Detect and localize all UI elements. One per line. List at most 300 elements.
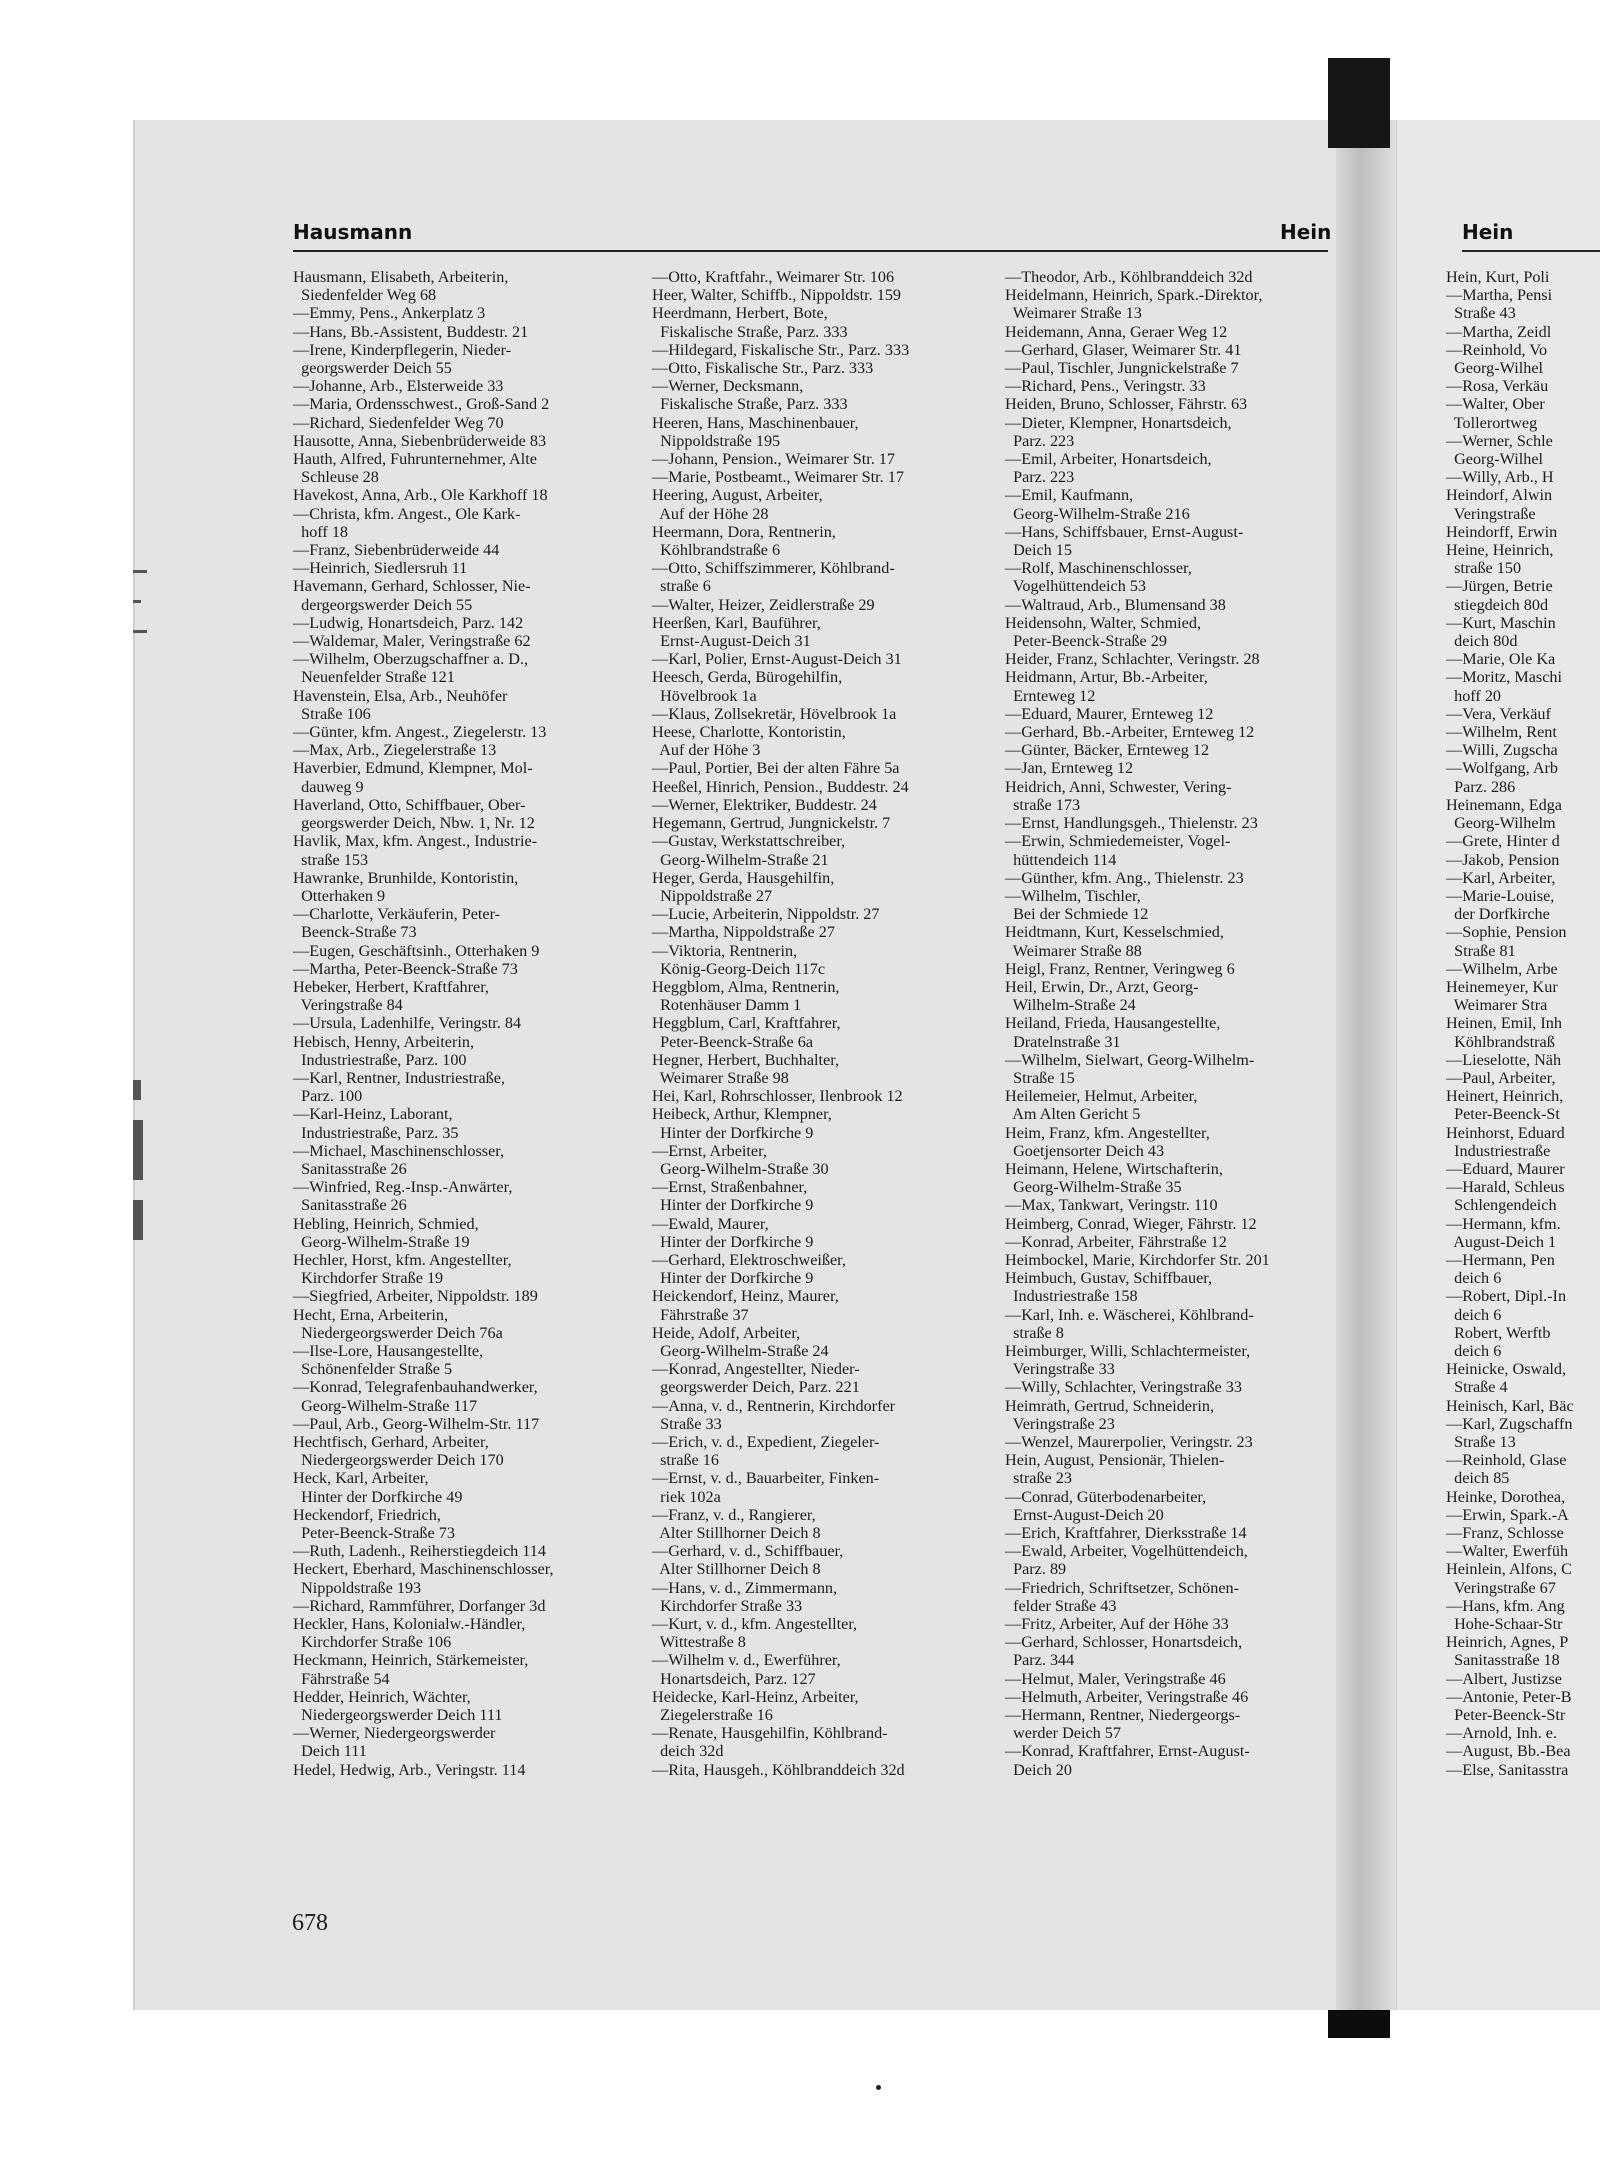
directory-entry-line: —Viktoria, Rentnerin, xyxy=(652,941,798,960)
directory-entry-line: Hechler, Horst, kfm. Angestellter, xyxy=(293,1250,512,1269)
directory-entry-line: —Theodor, Arb., Köhlbranddeich 32d xyxy=(1005,268,1253,286)
directory-entry-line: —Fritz, Arbeiter, Auf der Höhe 33 xyxy=(1005,1615,1229,1634)
directory-entry-line: —Marie-Louise, xyxy=(1446,886,1555,905)
directory-entry-line: —Wilhelm, Rent xyxy=(1446,723,1557,742)
directory-entry-line: —Moritz, Maschi xyxy=(1446,668,1562,687)
directory-entry-line: Fährstraße 37 xyxy=(652,1305,749,1324)
directory-entry-line: —Karl, Inh. e. Wäscherei, Köhlbrand- xyxy=(1005,1305,1254,1324)
directory-entry-line: Sanitasstraße 18 xyxy=(1446,1651,1560,1670)
directory-entry-line: —Karl, Polier, Ernst-August-Deich 31 xyxy=(652,650,902,669)
directory-entry-line: Georg-Wilhelm-Straße 24 xyxy=(652,1341,829,1360)
directory-entry-line: Industriestraße, Parz. 35 xyxy=(293,1123,459,1142)
directory-entry-line: Georg-Wilhelm-Straße 19 xyxy=(293,1232,470,1251)
directory-entry-line: Heidelmann, Heinrich, Spark.-Direktor, xyxy=(1005,286,1263,305)
directory-entry-line: Deich 111 xyxy=(293,1742,367,1761)
directory-entry-line: —Franz, v. d., Rangierer, xyxy=(652,1505,816,1524)
directory-entry-line: Parz. 344 xyxy=(1005,1651,1075,1670)
directory-entry-line: Hei, Karl, Rohrschlosser, Ilenbrook 12 xyxy=(652,1087,903,1106)
directory-entry-line: Hedder, Heinrich, Wächter, xyxy=(293,1687,471,1706)
directory-entry-line: Ernst-August-Deich 20 xyxy=(1005,1505,1164,1524)
directory-entry-line: —Reinhold, Vo xyxy=(1446,340,1548,359)
directory-entry-line: —Heinrich, Siedlersruh 11 xyxy=(293,559,468,578)
directory-entry-line: Hawranke, Brunhilde, Kontoristin, xyxy=(293,868,519,887)
directory-entry-line: straße 8 xyxy=(1005,1323,1064,1342)
directory-entry-line: Weimarer Straße 88 xyxy=(1005,941,1142,960)
directory-entry-line: —Waltraud, Arb., Blumensand 38 xyxy=(1005,595,1226,614)
directory-entry-line: Heggblom, Alma, Rentnerin, xyxy=(652,977,840,996)
binding-marks xyxy=(133,560,155,1360)
directory-entry-line: Heesch, Gerda, Bürogehilfin, xyxy=(652,668,843,687)
directory-entry-line: deich 6 xyxy=(1446,1269,1502,1288)
directory-entry-line: Neuenfelder Straße 121 xyxy=(293,668,455,687)
directory-entry-line: Deich 20 xyxy=(1005,1760,1072,1779)
directory-entry-line: Heeren, Hans, Maschinenbauer, xyxy=(652,413,859,432)
header-next-page: Hein xyxy=(1462,220,1514,244)
directory-entry-line: —Hermann, Pen xyxy=(1446,1250,1555,1269)
directory-entry-line: straße 153 xyxy=(293,850,369,869)
directory-entry-line: Heibeck, Arthur, Klempner, xyxy=(652,1105,832,1124)
directory-entry-line: Schlengendeich xyxy=(1446,1196,1557,1215)
directory-entry-line: straße 150 xyxy=(1446,559,1522,578)
directory-entry-line: —Willy, Schlachter, Veringstraße 33 xyxy=(1005,1378,1242,1397)
directory-entry-line: Heimbuch, Gustav, Schiffbauer, xyxy=(1005,1269,1213,1288)
directory-entry-line: georgswerder Deich, Parz. 221 xyxy=(652,1378,860,1397)
directory-entry-line: Wilhelm-Straße 24 xyxy=(1005,996,1136,1015)
directory-entry-line: —Walter, Heizer, Zeidlerstraße 29 xyxy=(652,595,875,614)
directory-entry-line: Heinke, Dorothea, xyxy=(1446,1487,1566,1506)
directory-entry-line: —Hans, Schiffsbauer, Ernst-August- xyxy=(1005,522,1244,541)
directory-entry-line: Heimrath, Gertrud, Schneiderin, xyxy=(1005,1396,1215,1415)
directory-entry-line: Parz. 100 xyxy=(293,1087,363,1106)
directory-entry-line: Hinter der Dorfkirche 9 xyxy=(652,1123,814,1142)
directory-entry-line: straße 16 xyxy=(652,1451,719,1470)
directory-entry-line: Alter Stillhorner Deich 8 xyxy=(652,1560,821,1579)
directory-entry-line: Niedergeorgswerder Deich 170 xyxy=(293,1451,504,1470)
directory-entry-line: —Marie, Ole Ka xyxy=(1446,650,1556,669)
directory-entry-line: —Lucie, Arbeiterin, Nippoldstr. 27 xyxy=(652,905,880,924)
directory-entry-line: —Winfried, Reg.-Insp.-Anwärter, xyxy=(293,1178,513,1197)
directory-entry-line: Heidrich, Anni, Schwester, Vering- xyxy=(1005,777,1232,796)
directory-entry-line: Heckler, Hans, Kolonialw.-Händler, xyxy=(293,1615,526,1634)
directory-entry-line: Hausotte, Anna, Siebenbrüderweide 83 xyxy=(293,431,547,450)
directory-entry-line: —Karl, Rentner, Industriestraße, xyxy=(293,1068,505,1087)
column-next-page xyxy=(1446,268,1574,1779)
directory-entry-line: Straße 13 xyxy=(1446,1433,1516,1451)
directory-entry-line: Parz. 223 xyxy=(1005,431,1075,450)
directory-entry-line: Straße 43 xyxy=(1446,304,1516,323)
directory-entry-line: —Erwin, Schmiedemeister, Vogel- xyxy=(1005,832,1231,851)
directory-entry-line: Hechtfisch, Gerhard, Arbeiter, xyxy=(293,1433,489,1451)
directory-entry-line: Dratelnstraße 31 xyxy=(1005,1032,1121,1051)
directory-entry-line: Köhlbrandstraß xyxy=(1446,1032,1555,1051)
directory-entry-line: —Albert, Justizse xyxy=(1446,1669,1562,1688)
directory-entry-line: Niedergeorgswerder Deich 76a xyxy=(293,1323,503,1342)
header-rule-next xyxy=(1462,250,1600,252)
directory-entry-line: Nippoldstraße 195 xyxy=(652,431,781,450)
header-left: Hausmann xyxy=(293,220,413,244)
directory-entry-line: —Otto, Kraftfahr., Weimarer Str. 106 xyxy=(652,268,895,286)
directory-entry-line: —Hermann, Rentner, Niedergeorgs- xyxy=(1005,1706,1241,1725)
directory-entry-line: Hegemann, Gertrud, Jungnickelstr. 7 xyxy=(652,814,891,833)
directory-entry-line: Am Alten Gericht 5 xyxy=(1005,1105,1141,1124)
directory-entry-line: riek 102a xyxy=(652,1487,721,1506)
directory-entry-line: Heil, Erwin, Dr., Arzt, Georg- xyxy=(1005,977,1199,996)
directory-entry-line: Heimann, Helene, Wirtschafterin, xyxy=(1005,1159,1223,1178)
directory-entry-line: Heim, Franz, kfm. Angestellter, xyxy=(1005,1123,1210,1142)
directory-entry-line: Heerdmann, Herbert, Bote, xyxy=(652,304,828,323)
directory-entry-line: deich 85 xyxy=(1446,1469,1510,1488)
directory-entry-line: straße 6 xyxy=(652,577,711,596)
directory-entry-line: —Martha, Nippoldstraße 27 xyxy=(652,923,835,942)
directory-entry-line: —Gerhard, Schlosser, Honartsdeich, xyxy=(1005,1633,1243,1652)
directory-entry-line: dergeorgswerder Deich 55 xyxy=(293,595,473,614)
directory-entry-line: deich 6 xyxy=(1446,1305,1502,1324)
directory-entry-line: —Emil, Kaufmann, xyxy=(1005,486,1134,505)
directory-entry-line: Heimbockel, Marie, Kirchdorfer Str. 201 xyxy=(1005,1250,1270,1269)
directory-entry-line: Hausmann, Elisabeth, Arbeiterin, xyxy=(293,268,509,286)
directory-entry-line: Heide, Adolf, Arbeiter, xyxy=(652,1323,801,1342)
directory-entry-line: —Otto, Fiskalische Str., Parz. 333 xyxy=(652,359,874,378)
directory-entry-line: —Rosa, Verkäu xyxy=(1446,377,1549,396)
directory-entry-line: Industriestraße 158 xyxy=(1005,1287,1138,1306)
directory-entry-line: —Gerhard, Glaser, Weimarer Str. 41 xyxy=(1005,340,1242,359)
directory-entry-line: —Conrad, Güterbodenarbeiter, xyxy=(1005,1487,1207,1506)
directory-entry-line: Heerßen, Karl, Bauführer, xyxy=(652,613,821,632)
directory-entry-line: —Marie, Postbeamt., Weimarer Str. 17 xyxy=(652,468,904,487)
directory-entry-line: Veringstraße 67 xyxy=(1446,1578,1556,1597)
header-rule xyxy=(293,250,1328,252)
directory-entry-line: Auf der Höhe 3 xyxy=(652,741,761,760)
directory-entry-line: —Ernst, Straßenbahner, xyxy=(652,1178,808,1197)
directory-entry-line: Ernst-August-Deich 31 xyxy=(652,632,811,651)
directory-entry-line: —Jakob, Pension xyxy=(1446,850,1560,869)
directory-entry-line: Heindorff, Erwin xyxy=(1446,522,1558,541)
directory-entry-line: —Franz, Schlosse xyxy=(1446,1524,1564,1543)
directory-entry-line: —Michael, Maschinenschlosser, xyxy=(293,1141,505,1160)
directory-entry-line: —Anna, v. d., Rentnerin, Kirchdorfer xyxy=(652,1396,896,1415)
directory-entry-line: Heindorf, Alwin xyxy=(1446,486,1553,505)
directory-entry-line: —Gerhard, Elektroschweißer, xyxy=(652,1250,846,1269)
directory-entry-line: Nippoldstraße 193 xyxy=(293,1578,422,1597)
page-gutter xyxy=(1336,120,1396,2010)
directory-entry-line: Weimarer Straße 98 xyxy=(652,1068,789,1087)
directory-entry-line: Heckert, Eberhard, Maschinenschlosser, xyxy=(293,1560,554,1579)
directory-entry-line: Georg-Wilhelm-Straße 117 xyxy=(293,1396,478,1415)
directory-entry-line: —Friedrich, Schriftsetzer, Schönen- xyxy=(1005,1578,1239,1597)
directory-entry-line: hüttendeich 114 xyxy=(1005,850,1117,869)
directory-entry-line: Sanitasstraße 26 xyxy=(293,1196,407,1215)
directory-entry-line: —Günter, Bäcker, Ernteweg 12 xyxy=(1005,741,1210,760)
directory-entry-line: —Erich, Kraftfahrer, Dierksstraße 14 xyxy=(1005,1524,1247,1543)
directory-entry-line: König-Georg-Deich 117c xyxy=(652,959,826,978)
directory-entry-line: Haverbier, Edmund, Klempner, Mol- xyxy=(293,759,533,778)
directory-entry-line: —Konrad, Kraftfahrer, Ernst-August- xyxy=(1005,1742,1250,1761)
directory-entry-line: Beenck-Straße 73 xyxy=(293,923,417,942)
directory-entry-line: —Karl, Zugschaffn xyxy=(1446,1414,1573,1433)
directory-entry-line: Heidensohn, Walter, Schmied, xyxy=(1005,613,1202,632)
directory-entry-line: Haverland, Otto, Schiffbauer, Ober- xyxy=(293,795,526,814)
directory-entry-line: —Erich, v. d., Expedient, Ziegeler- xyxy=(652,1433,880,1451)
directory-entry-line: Kirchdorfer Straße 33 xyxy=(652,1596,803,1615)
directory-entry-line: Heiland, Frieda, Hausangestellte, xyxy=(1005,1014,1221,1033)
directory-entry-line: —Hans, v. d., Zimmermann, xyxy=(652,1578,838,1597)
directory-entry-line: —Harald, Schleus xyxy=(1446,1178,1565,1197)
directory-entry-line: Rotenhäuser Damm 1 xyxy=(652,996,802,1015)
directory-entry-line: Straße 4 xyxy=(1446,1378,1508,1397)
directory-entry-line: Heger, Gerda, Hausgehilfin, xyxy=(652,868,835,887)
directory-entry-line: Vogelhüttendeich 53 xyxy=(1005,577,1147,596)
directory-entry-line: deich 6 xyxy=(1446,1341,1502,1360)
directory-entry-line: Heck, Karl, Arbeiter, xyxy=(293,1469,429,1488)
page-number: 678 xyxy=(292,1910,328,1936)
directory-entry-line: Heinlein, Alfons, C xyxy=(1446,1560,1572,1579)
directory-entry-line: Fährstraße 54 xyxy=(293,1669,390,1688)
directory-entry-line: —Arnold, Inh. e. xyxy=(1446,1724,1558,1743)
directory-entry-line: —Robert, Dipl.-In xyxy=(1446,1287,1567,1306)
directory-entry-line: Heidecke, Karl-Heinz, Arbeiter, xyxy=(652,1687,859,1706)
directory-entry-line: —Martha, Zeidl xyxy=(1446,322,1552,341)
directory-entry-line: —Paul, Tischler, Jungnickelstraße 7 xyxy=(1005,359,1239,378)
directory-entry-line: Georg-Wilhelm-Straße 21 xyxy=(652,850,829,869)
directory-entry-line: Hebling, Heinrich, Schmied, xyxy=(293,1214,479,1233)
directory-entry-line: —Helmuth, Arbeiter, Veringstraße 46 xyxy=(1005,1687,1249,1706)
directory-entry-line: deich 80d xyxy=(1446,632,1518,651)
directory-entry-line: werder Deich 57 xyxy=(1005,1724,1121,1743)
directory-entry-line: stiegdeich 80d xyxy=(1446,595,1549,614)
column-2 xyxy=(652,268,909,1779)
directory-entry-line: —Emil, Arbeiter, Honartsdeich, xyxy=(1005,450,1212,469)
directory-entry-line: —Walter, Ober xyxy=(1446,395,1545,414)
directory-entry-line: —Otto, Schiffszimmerer, Köhlbrand- xyxy=(652,559,895,578)
directory-entry-line: Schleuse 28 xyxy=(293,468,379,487)
directory-entry-line: —Richard, Rammführer, Dorfanger 3d xyxy=(293,1596,546,1615)
directory-entry-line: —Ludwig, Honartsdeich, Parz. 142 xyxy=(293,613,524,632)
column-3 xyxy=(1005,268,1270,1779)
directory-entry-line: —Irene, Kinderpflegerin, Nieder- xyxy=(293,340,512,359)
directory-entry-line: August-Deich 1 xyxy=(1446,1232,1557,1251)
directory-entry-line: Heine, Heinrich, xyxy=(1446,541,1554,560)
directory-entry-line: Heermann, Dora, Rentnerin, xyxy=(652,522,836,541)
directory-entry-line: Ernteweg 12 xyxy=(1005,686,1096,705)
directory-entry-line: —Ruth, Ladenh., Reiherstiegdeich 114 xyxy=(293,1542,546,1561)
directory-entry-line: —Waldemar, Maler, Veringstraße 62 xyxy=(293,632,531,651)
directory-entry-line: Hinter der Dorfkirche 9 xyxy=(652,1269,814,1288)
directory-entry-line: Industriestraße xyxy=(1446,1141,1551,1160)
directory-entry-line: Hein, Kurt, Poli xyxy=(1446,268,1550,286)
directory-entry-line: Heinrich, Agnes, P xyxy=(1446,1633,1569,1652)
directory-entry-line: —Ernst, Arbeiter, xyxy=(652,1141,767,1160)
directory-entry-line: —Vera, Verkäuf xyxy=(1446,704,1551,723)
header-right: Hein xyxy=(1280,220,1332,244)
directory-entry-line: —Willy, Arb., H xyxy=(1446,468,1554,487)
directory-entry-line: straße 173 xyxy=(1005,795,1081,814)
directory-entry-line: Heidemann, Anna, Geraer Weg 12 xyxy=(1005,322,1228,341)
directory-entry-line: Fiskalische Straße, Parz. 333 xyxy=(652,395,848,414)
directory-entry-line: —Ernst, v. d., Bauarbeiter, Finken- xyxy=(652,1469,880,1488)
directory-entry-line: Auf der Höhe 28 xyxy=(652,504,769,523)
directory-entry-line: —Renate, Hausgehilfin, Köhlbrand- xyxy=(652,1724,888,1743)
directory-entry-line: —Erwin, Spark.-A xyxy=(1446,1505,1569,1524)
directory-entry-line: Havemann, Gerhard, Schlosser, Nie- xyxy=(293,577,531,596)
directory-entry-line: Alter Stillhorner Deich 8 xyxy=(652,1524,821,1543)
directory-entry-line: —Wenzel, Maurerpolier, Veringstr. 23 xyxy=(1005,1433,1253,1451)
directory-entry-line: —Karl, Arbeiter, xyxy=(1446,868,1556,887)
directory-entry-line: Veringstraße xyxy=(1446,504,1536,523)
directory-entry-line: Heckendorf, Friedrich, xyxy=(293,1505,441,1524)
directory-entry-line: —Max, Arb., Ziegelerstraße 13 xyxy=(293,741,497,760)
directory-entry-line: Fiskalische Straße, Parz. 333 xyxy=(652,322,848,341)
directory-entry-line: —Johann, Pension., Weimarer Str. 17 xyxy=(652,450,895,469)
directory-entry-line: Goetjensorter Deich 43 xyxy=(1005,1141,1165,1160)
directory-entry-line: Heinemann, Edga xyxy=(1446,795,1562,814)
directory-entry-line: —Klaus, Zollsekretär, Hövelbrook 1a xyxy=(652,704,897,723)
directory-entry-line: —Eduard, Maurer, Ernteweg 12 xyxy=(1005,704,1214,723)
directory-entry-line: Peter-Beenck-Str xyxy=(1446,1706,1566,1725)
directory-entry-line: georgswerder Deich 55 xyxy=(293,359,452,378)
directory-entry-line: —Hermann, kfm. xyxy=(1446,1214,1561,1233)
directory-entry-line: —Richard, Siedenfelder Weg 70 xyxy=(293,413,504,432)
directory-entry-line: —Max, Tankwart, Veringstr. 110 xyxy=(1005,1196,1218,1215)
directory-entry-line: —Maria, Ordensschwest., Groß-Sand 2 xyxy=(293,395,550,414)
directory-entry-line: Straße 33 xyxy=(652,1414,722,1433)
directory-entry-line: —Ilse-Lore, Hausangestellte, xyxy=(293,1341,484,1360)
directory-entry-line: Wittestraße 8 xyxy=(652,1633,746,1652)
directory-entry-line: Nippoldstraße 27 xyxy=(652,886,773,905)
directory-entry-line: Hinter der Dorfkirche 49 xyxy=(293,1487,463,1506)
directory-entry-line: Köhlbrandstraße 6 xyxy=(652,541,781,560)
directory-entry-line: Weimarer Stra xyxy=(1446,996,1548,1015)
directory-entry-line: Hövelbrook 1a xyxy=(652,686,757,705)
directory-entry-line: —Ewald, Arbeiter, Vogelhüttendeich, xyxy=(1005,1542,1248,1561)
directory-entry-line: Hebeker, Herbert, Kraftfahrer, xyxy=(293,977,489,996)
directory-entry-line: —Johanne, Arb., Elsterweide 33 xyxy=(293,377,504,396)
directory-entry-line: —Reinhold, Glase xyxy=(1446,1451,1567,1470)
directory-entry-line: —Charlotte, Verkäuferin, Peter- xyxy=(293,905,501,924)
directory-entry-line: Straße 15 xyxy=(1005,1068,1075,1087)
directory-entry-line: Heeßel, Hinrich, Pension., Buddestr. 24 xyxy=(652,777,909,796)
directory-entry-line: Heinicke, Oswald, xyxy=(1446,1360,1567,1379)
directory-entry-line: Deich 15 xyxy=(1005,541,1072,560)
directory-entry-line: —Franz, Siebenbrüderweide 44 xyxy=(293,541,500,560)
directory-entry-line: —Konrad, Telegrafenbauhandwerker, xyxy=(293,1378,538,1397)
directory-entry-line: Sanitasstraße 26 xyxy=(293,1159,407,1178)
directory-entry-line: —Gustav, Werkstattschreiber, xyxy=(652,832,846,851)
directory-entry-line: Hegner, Herbert, Buchhalter, xyxy=(652,1050,840,1069)
directory-entry-line: Hauth, Alfred, Fuhrunternehmer, Alte xyxy=(293,450,537,469)
directory-entry-line: Georg-Wilhelm-Straße 35 xyxy=(1005,1178,1182,1197)
directory-entry-line: Heidtmann, Kurt, Kesselschmied, xyxy=(1005,923,1224,942)
directory-entry-line: Georg-Wilhelm-Straße 216 xyxy=(1005,504,1190,523)
directory-entry-line: Straße 81 xyxy=(1446,941,1516,960)
directory-entry-line: —Sophie, Pension xyxy=(1446,923,1567,942)
directory-entry-line: —Wilhelm, Oberzugschaffner a. D., xyxy=(293,650,529,669)
directory-entry-line: —Günther, kfm. Ang., Thielenstr. 23 xyxy=(1005,868,1244,887)
directory-entry-line: —Martha, Peter-Beenck-Straße 73 xyxy=(293,959,518,978)
directory-entry-line: Heimberg, Conrad, Wieger, Fährstr. 12 xyxy=(1005,1214,1257,1233)
directory-entry-line: —Antonie, Peter-B xyxy=(1446,1687,1572,1706)
directory-entry-line: —Richard, Pens., Veringstr. 33 xyxy=(1005,377,1206,396)
directory-entry-line: Weimarer Straße 13 xyxy=(1005,304,1142,323)
directory-entry-line: hoff 20 xyxy=(1446,686,1502,705)
directory-entry-line: Hebisch, Henny, Arbeiterin, xyxy=(293,1032,475,1051)
directory-entry-line: Heggblum, Carl, Kraftfahrer, xyxy=(652,1014,841,1033)
column-1 xyxy=(293,268,554,1779)
directory-entry-line: —Gerhard, v. d., Schiffbauer, xyxy=(652,1542,844,1561)
directory-entry-line: Havlik, Max, kfm. Angest., Industrie- xyxy=(293,832,538,851)
directory-entry-line: —Kurt, v. d., kfm. Angestellter, xyxy=(652,1615,858,1634)
directory-entry-line: Niedergeorgswerder Deich 111 xyxy=(293,1706,503,1725)
directory-entry-line: Georg-Wilhel xyxy=(1446,450,1544,469)
directory-entry-line: —Jürgen, Betrie xyxy=(1446,577,1553,596)
directory-entry-line: Veringstraße 84 xyxy=(293,996,403,1015)
directory-entry-line: Peter-Beenck-Straße 73 xyxy=(293,1524,455,1543)
directory-entry-line: —Helmut, Maler, Veringstraße 46 xyxy=(1005,1669,1226,1688)
directory-entry-line: —Wolfgang, Arb xyxy=(1446,759,1558,778)
directory-entry-line: —Rolf, Maschinenschlosser, xyxy=(1005,559,1192,578)
directory-entry-line: —Werner, Niedergeorgswerder xyxy=(293,1724,496,1743)
directory-entry-line: hoff 18 xyxy=(293,522,349,541)
directory-entry-line: Heidmann, Artur, Bb.-Arbeiter, xyxy=(1005,668,1208,687)
directory-entry-line: Heckmann, Heinrich, Stärkemeister, xyxy=(293,1651,529,1670)
directory-entry-line: Heinisch, Karl, Bäc xyxy=(1446,1396,1574,1415)
directory-entry-line: —Paul, Arbeiter, xyxy=(1446,1068,1556,1087)
directory-entry-line: —Martha, Pensi xyxy=(1446,286,1553,305)
directory-entry-line: Parz. 223 xyxy=(1005,468,1075,487)
directory-entry-line: Parz. 286 xyxy=(1446,777,1516,796)
directory-entry-line: Heinhorst, Eduard xyxy=(1446,1123,1565,1142)
directory-entry-line: der Dorfkirche xyxy=(1446,905,1550,924)
directory-entry-line: —Hans, kfm. Ang xyxy=(1446,1596,1565,1615)
directory-entry-line: Georg-Wilhel xyxy=(1446,359,1544,378)
directory-entry-line: Hinter der Dorfkirche 9 xyxy=(652,1232,814,1251)
directory-entry-line: —Kurt, Maschin xyxy=(1446,613,1556,632)
directory-entry-line: Georg-Wilhelm xyxy=(1446,814,1556,833)
directory-entry-line: Heese, Charlotte, Kontoristin, xyxy=(652,723,846,742)
directory-entry-line: —Paul, Arb., Georg-Wilhelm-Str. 117 xyxy=(293,1414,540,1433)
directory-entry-line: —Christa, kfm. Angest., Ole Kark- xyxy=(293,504,521,523)
directory-entry-line: Bei der Schmiede 12 xyxy=(1005,905,1149,924)
directory-entry-line: Georg-Wilhelm-Straße 30 xyxy=(652,1159,829,1178)
directory-entry-line: Havenstein, Elsa, Arb., Neuhöfer xyxy=(293,686,508,705)
directory-entry-line: Veringstraße 33 xyxy=(1005,1360,1115,1379)
directory-entry-line: felder Straße 43 xyxy=(1005,1596,1117,1615)
directory-entry-line: Hein, August, Pensionär, Thielen- xyxy=(1005,1451,1225,1470)
directory-entry-line: Industriestraße, Parz. 100 xyxy=(293,1050,467,1069)
directory-entry-line: —Eugen, Geschäftsinh., Otterhaken 9 xyxy=(293,941,540,960)
directory-entry-line: —Willi, Zugscha xyxy=(1446,741,1558,760)
directory-entry-line: Robert, Werftb xyxy=(1446,1323,1551,1342)
directory-entry-line: —Ursula, Ladenhilfe, Veringstr. 84 xyxy=(293,1014,522,1033)
directory-entry-line: —Wilhelm v. d., Ewerführer, xyxy=(652,1651,841,1670)
directory-entry-line: —Konrad, Arbeiter, Fährstraße 12 xyxy=(1005,1232,1227,1251)
directory-entry-line: Havekost, Anna, Arb., Ole Karkhoff 18 xyxy=(293,486,548,505)
directory-entry-line: Hinter der Dorfkirche 9 xyxy=(652,1196,814,1215)
directory-entry-line: —Gerhard, Bb.-Arbeiter, Ernteweg 12 xyxy=(1005,723,1255,742)
directory-entry-line: —Werner, Elektriker, Buddestr. 24 xyxy=(652,795,877,814)
directory-entry-line: —Wilhelm, Sielwart, Georg-Wilhelm- xyxy=(1005,1050,1255,1069)
directory-entry-line: Peter-Beenck-Straße 29 xyxy=(1005,632,1167,651)
directory-entry-line: —Hildegard, Fiskalische Str., Parz. 333 xyxy=(652,340,910,359)
directory-entry-line: Heering, August, Arbeiter, xyxy=(652,486,823,505)
directory-entry-line: —Grete, Hinter d xyxy=(1446,832,1560,851)
directory-entry-line: —Walter, Ewerfüh xyxy=(1446,1542,1569,1561)
directory-entry-line: Peter-Beenck-Straße 6a xyxy=(652,1032,814,1051)
directory-entry-line: —Jan, Ernteweg 12 xyxy=(1005,759,1134,778)
directory-entry-line: —Wilhelm, Tischler, xyxy=(1005,886,1141,905)
directory-entry-line: —Eduard, Maurer xyxy=(1446,1159,1565,1178)
directory-entry-line: Heiden, Bruno, Schlosser, Fährstr. 63 xyxy=(1005,395,1248,414)
directory-entry-line: Veringstraße 23 xyxy=(1005,1414,1115,1433)
